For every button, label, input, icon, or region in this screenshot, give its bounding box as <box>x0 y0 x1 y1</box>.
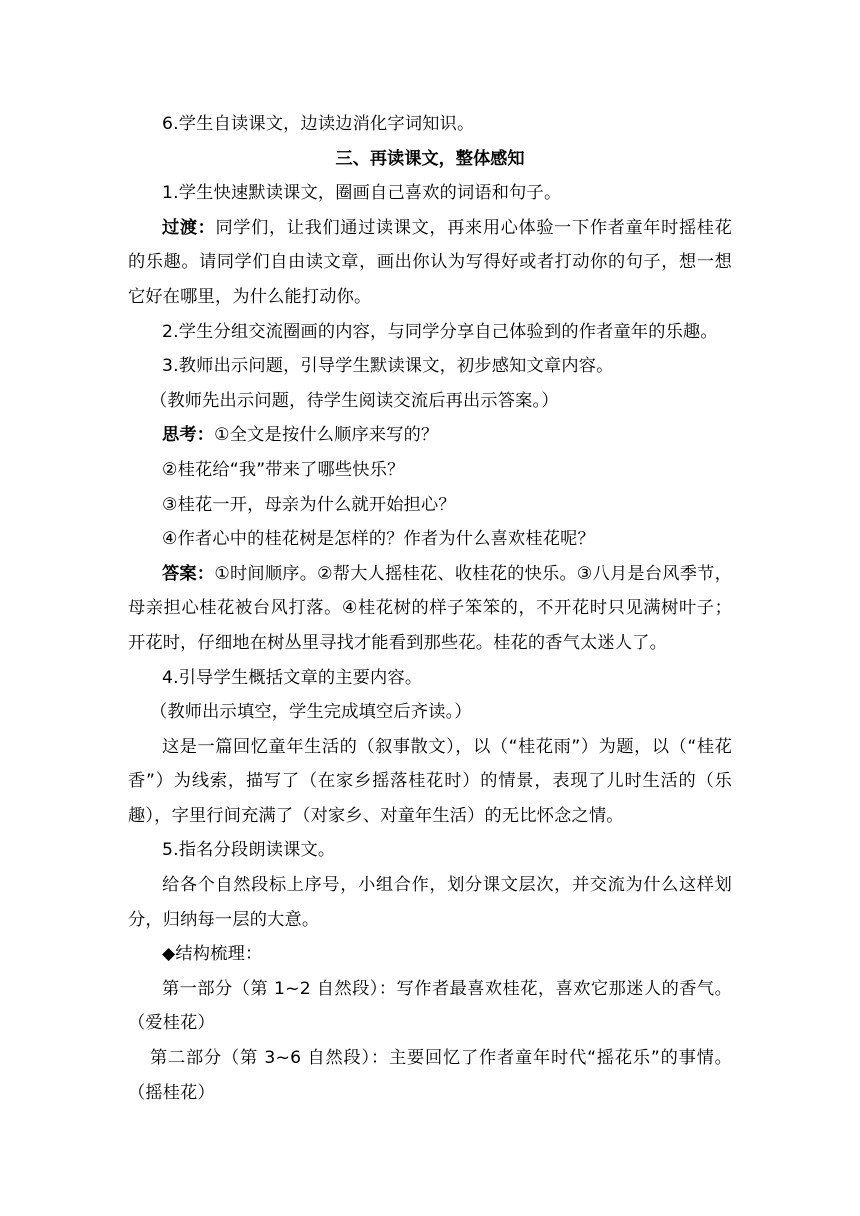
paragraph-item-5: 5.指名分段朗读课文。 <box>162 840 336 861</box>
section-heading: 三、再读课文，整体感知 <box>335 148 525 169</box>
paragraph-group-work: 给各个自然段标上序号，小组合作，划分课文层次，并交流为什么这样划分，归纳每一层的大意。 <box>128 875 732 930</box>
think-question-2: ②桂花给“我”带来了哪些快乐？ <box>162 459 405 480</box>
structure-label: ◆结构梳理： <box>162 944 263 965</box>
teacher-note-2: （教师出示填空，学生完成填空后齐读。） <box>150 702 472 723</box>
answer-label: 答案： <box>162 563 215 584</box>
teacher-note-1: （教师先出示问题，待学生阅读交流后再出示答案。） <box>150 390 559 411</box>
think-label: 思考： <box>162 425 215 446</box>
answer-text: ①时间顺序。②帮大人摇桂花、收桂花的快乐。③八月是台风季节，母亲担心桂花被台风打落。④桂花树的样子笨笨的，不开花时只见满树叶子；开花时，仔细地在树丛里寻找才能看到那些花。桂花的香气太迷人了。 <box>128 563 732 653</box>
document-body <box>128 107 732 1110</box>
paragraph-item-4: 4.引导学生概括文章的主要内容。 <box>162 667 423 688</box>
think-question-1: ①全文是按什么顺序来写的？ <box>214 425 439 446</box>
transition-text: 同学们，让我们通过读课文，再来用心体验一下作者童年时摇桂花的乐趣。请同学们自由读文章，画出你认为写得好或者打动你的句子，想一想它好在哪里，为什么能打动你。 <box>128 217 732 307</box>
structure-part-1: 第一部分（第 1~2 自然段）：写作者最喜欢桂花，喜欢它那迷人的香气。（爱桂花） <box>128 978 732 1034</box>
transition-label: 过渡： <box>162 217 216 238</box>
paragraph-item-1: 1.学生快速默读课文，圈画自己喜欢的词语和句子。 <box>162 183 562 204</box>
think-question-4: ④作者心中的桂花树是怎样的？作者为什么喜欢桂花呢？ <box>162 529 595 550</box>
paragraph-think <box>128 418 732 453</box>
paragraph-item-3: 3.教师出示问题，引导学生默读课文，初步感知文章内容。 <box>162 356 614 377</box>
structure-part-2: 第二部分（第 3~6 自然段）：主要回忆了作者童年时代“摇花乐”的事情。（摇桂花） <box>128 1048 732 1103</box>
paragraph-transition <box>128 211 732 315</box>
paragraph-summary: 这是一篇回忆童年生活的（叙事散文），以（“桂花雨”）为题，以（“桂花香”）为线索，描写了（在家乡摇落桂花时）的情景，表现了儿时生活的（乐趣），字里行间充满了（对家乡、对童年生活）的无比怀念之情。 <box>128 736 732 826</box>
paragraph-item-6: 6.学生自读课文，边读边消化字词知识。 <box>162 114 475 134</box>
think-question-3: ③桂花一开，母亲为什么就开始担心？ <box>162 494 456 515</box>
paragraph-item-2: 2.学生分组交流圈画的内容，与同学分享自己体验到的作者童年的乐趣。 <box>162 321 718 342</box>
paragraph-answer <box>128 557 732 661</box>
